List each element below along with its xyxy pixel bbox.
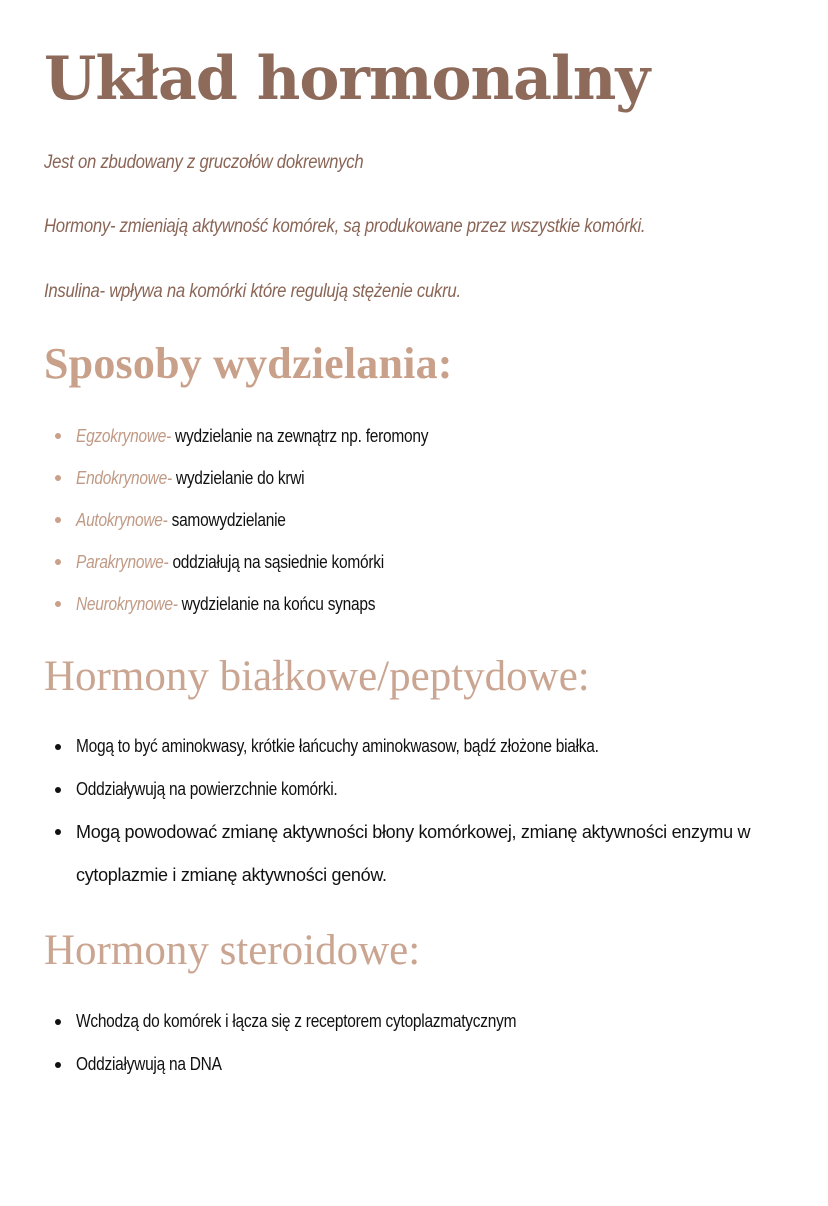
- method-term: Endokrynowe-: [76, 468, 172, 488]
- bullet-icon: [55, 559, 61, 565]
- list-item: [44, 415, 486, 457]
- list-item: [44, 499, 486, 541]
- bullet-icon: [55, 475, 61, 481]
- list-item: [44, 1043, 588, 1086]
- method-description: samowydzielanie: [171, 510, 286, 530]
- section-heading-steroid-hormones: Hormony steroidowe:: [44, 927, 421, 974]
- list-item: [44, 811, 776, 897]
- bullet-icon: [55, 433, 61, 439]
- bullet-icon: [55, 744, 61, 750]
- protein-hormones-list: [44, 725, 776, 897]
- list-item-text: Mogą to być aminokwasy, krótkie łańcuchy aminokwasow, bądź złożone białka.: [76, 736, 599, 756]
- list-item: [44, 725, 776, 768]
- method-description: wydzielanie na końcu synaps: [181, 594, 376, 614]
- list-item-text: Oddziaływują na powierzchnie komórki.: [76, 779, 338, 799]
- bullet-icon: [55, 1019, 61, 1025]
- list-item: [44, 457, 486, 499]
- methods-list: [44, 415, 486, 625]
- bullet-icon: [55, 517, 61, 523]
- page-title: Układ hormonalny: [44, 44, 650, 114]
- method-term: Autokrynowe-: [76, 510, 168, 530]
- list-item-text: Wchodzą do komórek i łącza się z receptorem cytoplazmatycznym: [76, 1011, 517, 1031]
- list-item: [44, 541, 486, 583]
- list-item: [44, 768, 776, 811]
- steroid-hormones-list: [44, 1000, 588, 1086]
- method-description: oddziałują na sąsiednie komórki: [172, 552, 384, 572]
- list-item-text: Mogą powodować zmianę aktywności błony komórkowej, zmianę aktywności enzymu w cytoplazmie i zmianę aktywności genów.: [76, 822, 751, 885]
- method-description: wydzielanie do krwi: [175, 468, 305, 488]
- section-heading-methods: Sposoby wydzielania:: [44, 339, 453, 388]
- method-term: Parakrynowe-: [76, 552, 169, 572]
- bullet-icon: [55, 787, 61, 793]
- method-description: wydzielanie na zewnątrz np. feromony: [175, 426, 429, 446]
- intro-line: Hormony- zmieniają aktywność komórek, są produkowane przez wszystkie komórki.: [44, 216, 646, 237]
- section-heading-protein-hormones: Hormony białkowe/peptydowe:: [44, 653, 590, 700]
- list-item-text: Oddziaływują na DNA: [76, 1054, 222, 1074]
- bullet-icon: [55, 601, 61, 607]
- intro-line: Insulina- wpływa na komórki które regulują stężenie cukru.: [44, 281, 461, 302]
- method-term: Egzokrynowe-: [76, 426, 171, 446]
- bullet-icon: [55, 829, 61, 835]
- list-item: [44, 583, 486, 625]
- list-item: [44, 1000, 588, 1043]
- intro-line: Jest on zbudowany z gruczołów dokrewnych: [44, 152, 364, 173]
- bullet-icon: [55, 1062, 61, 1068]
- method-term: Neurokrynowe-: [76, 594, 178, 614]
